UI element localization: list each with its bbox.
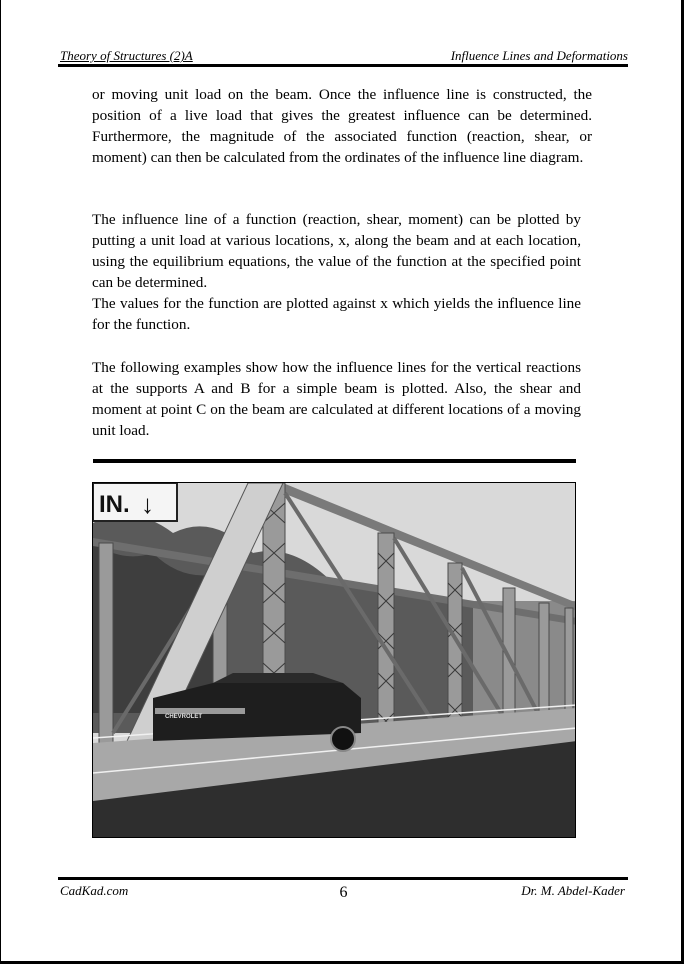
- running-header: [58, 48, 628, 64]
- truss-bridge-photo: [92, 482, 576, 838]
- paragraph-examples: The following examples show how the influence lines for the vertical reactions at the supports A and B for a simple beam is plotted. Also, the shear and moment at point C on the beam are calculated at different locations of a moving unit load.: [92, 359, 581, 439]
- separator-rule: [93, 459, 576, 463]
- road-sign: [93, 483, 177, 521]
- paragraph-plotting-sentence: The influence line of a function (reaction, shear, moment) can be plotted by putting a unit load at various locations, x, along the beam and at each location, using the equilibrium equations, the value of the function at the specified point can be determined.: [92, 211, 581, 291]
- footer-author: Dr. M. Abdel-Kader: [521, 883, 625, 898]
- header-rule: [58, 64, 628, 67]
- truss-bridge-illustration: [93, 483, 576, 838]
- footer-rule: [58, 877, 628, 880]
- car-badge: CHEVROLET: [165, 714, 203, 720]
- page-number: 6: [339, 884, 348, 901]
- paragraph-plotting: [92, 209, 581, 335]
- road-sign-text: IN.: [99, 491, 130, 518]
- header-course-title: Theory of Structures (2)A: [60, 48, 193, 63]
- paragraph-intro: or moving unit load on the beam. Once the influence line is constructed, the position of a live load that gives the greatest influence can be determined. Furthermore, the magnitude of the associated function (reaction, shear, or moment) can then be calculated from the ordinates of the influence line diagram.: [92, 86, 592, 166]
- footer-website: CadKad.com: [60, 883, 129, 898]
- header-chapter-title: Influence Lines and Deformations: [450, 48, 628, 63]
- arrow-down-icon: ↓: [141, 489, 154, 519]
- paragraph-plotting-values: The values for the function are plotted against x which yields the influence line for the function.: [92, 295, 581, 333]
